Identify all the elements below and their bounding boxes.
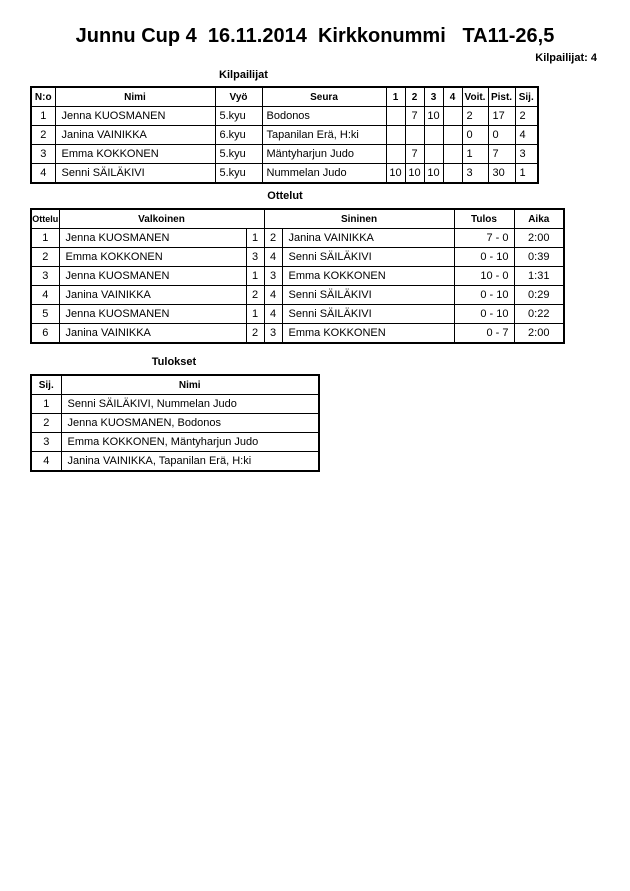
cell-name-club: Jenna KUOSMANEN, Bodonos (61, 414, 319, 433)
ottelut-row (31, 305, 564, 324)
col-header-valkoinen: Valkoinen (59, 209, 264, 229)
cell-blue-name: Senni SÄILÄKIVI (282, 305, 454, 324)
cell-score-1 (386, 126, 405, 145)
tulokset-row (31, 395, 319, 414)
cell-score-4 (443, 164, 462, 184)
kilpailijat-row (31, 107, 538, 126)
section-title-ottelut: Ottelut (267, 190, 303, 202)
cell-seura: Tapanilan Erä, H:ki (262, 126, 386, 145)
cell-name-club: Senni SÄILÄKIVI, Nummelan Judo (61, 395, 319, 414)
ottelut-row (31, 229, 564, 248)
cell-score-2 (405, 126, 424, 145)
cell-rank: 4 (31, 452, 61, 472)
section-title-kilpailijat: Kilpailijat (219, 69, 268, 81)
cell-no: 3 (31, 145, 55, 164)
cell-white-name: Emma KOKKONEN (59, 248, 246, 267)
cell-white-no: 1 (246, 305, 264, 324)
cell-white-name: Jenna KUOSMANEN (59, 267, 246, 286)
cell-nimi: Janina VAINIKKA (55, 126, 215, 145)
page-title: Junnu Cup 4 16.11.2014 Kirkkonummi TA11-26,5 (75, 25, 555, 47)
cell-blue-name: Emma KOKKONEN (282, 324, 454, 344)
cell-white-no: 3 (246, 248, 264, 267)
col-header-ottelu: Ottelu (31, 209, 59, 229)
kilpailijat-table (30, 86, 539, 184)
tulokset-header-row (31, 375, 319, 395)
cell-voit: 2 (462, 107, 488, 126)
kilpailijat-row (31, 164, 538, 184)
ottelut-row (31, 286, 564, 305)
cell-score-1: 10 (386, 164, 405, 184)
col-header-vyo: Vyö (215, 87, 262, 107)
cell-blue-no: 3 (264, 267, 282, 286)
col-header-r4: 4 (443, 87, 462, 107)
kilpailijat-row (31, 126, 538, 145)
tulokset-row (31, 452, 319, 472)
cell-vyo: 5.kyu (215, 164, 262, 184)
cell-white-name: Jenna KUOSMANEN (59, 305, 246, 324)
cell-pist: 17 (488, 107, 515, 126)
cell-white-no: 2 (246, 286, 264, 305)
cell-rank: 1 (31, 395, 61, 414)
cell-result: 10 - 0 (454, 267, 514, 286)
cell-voit: 3 (462, 164, 488, 184)
cell-score-1 (386, 107, 405, 126)
col-header-no: N:o (31, 87, 55, 107)
cell-score-4 (443, 107, 462, 126)
cell-result: 0 - 10 (454, 286, 514, 305)
col-header-aika: Aika (514, 209, 564, 229)
col-header-tulos: Tulos (454, 209, 514, 229)
ottelut-table (30, 208, 565, 344)
cell-name-club: Emma KOKKONEN, Mäntyharjun Judo (61, 433, 319, 452)
cell-sij: 2 (515, 107, 538, 126)
col-header-r1: 1 (386, 87, 405, 107)
cell-blue-name: Emma KOKKONEN (282, 267, 454, 286)
tulokset-table (30, 374, 320, 472)
col-header-sij: Sij. (31, 375, 61, 395)
cell-time: 0:39 (514, 248, 564, 267)
col-header-seura: Seura (262, 87, 386, 107)
kilpailijat-row (31, 145, 538, 164)
cell-match-no: 6 (31, 324, 59, 344)
cell-pist: 0 (488, 126, 515, 145)
cell-rank: 3 (31, 433, 61, 452)
cell-blue-no: 4 (264, 248, 282, 267)
col-header-r2: 2 (405, 87, 424, 107)
tulokset-row (31, 433, 319, 452)
cell-time: 2:00 (514, 324, 564, 344)
cell-score-4 (443, 126, 462, 145)
cell-vyo: 5.kyu (215, 145, 262, 164)
cell-white-name: Jenna KUOSMANEN (59, 229, 246, 248)
cell-result: 0 - 10 (454, 305, 514, 324)
cell-result: 7 - 0 (454, 229, 514, 248)
col-header-sininen: Sininen (264, 209, 454, 229)
section-title-tulokset: Tulokset (151, 356, 197, 368)
cell-white-name: Janina VAINIKKA (59, 324, 246, 344)
cell-white-no: 2 (246, 324, 264, 344)
cell-rank: 2 (31, 414, 61, 433)
ottelut-row (31, 267, 564, 286)
cell-vyo: 6.kyu (215, 126, 262, 145)
cell-time: 0:29 (514, 286, 564, 305)
cell-vyo: 5.kyu (215, 107, 262, 126)
cell-match-no: 1 (31, 229, 59, 248)
cell-match-no: 3 (31, 267, 59, 286)
cell-seura: Bodonos (262, 107, 386, 126)
col-header-nimi: Nimi (61, 375, 319, 395)
cell-white-no: 1 (246, 229, 264, 248)
cell-white-no: 1 (246, 267, 264, 286)
cell-nimi: Emma KOKKONEN (55, 145, 215, 164)
competitors-count-label: Kilpailijat: 4 (535, 52, 597, 64)
cell-score-3 (424, 145, 443, 164)
ottelut-row (31, 324, 564, 344)
cell-blue-no: 4 (264, 286, 282, 305)
cell-time: 0:22 (514, 305, 564, 324)
cell-score-3 (424, 126, 443, 145)
cell-match-no: 5 (31, 305, 59, 324)
cell-result: 0 - 7 (454, 324, 514, 344)
cell-pist: 30 (488, 164, 515, 184)
cell-nimi: Senni SÄILÄKIVI (55, 164, 215, 184)
cell-score-3: 10 (424, 164, 443, 184)
cell-blue-no: 3 (264, 324, 282, 344)
cell-time: 2:00 (514, 229, 564, 248)
col-header-pist: Pist. (488, 87, 515, 107)
cell-name-club: Janina VAINIKKA, Tapanilan Erä, H:ki (61, 452, 319, 472)
col-header-nimi: Nimi (55, 87, 215, 107)
cell-sij: 1 (515, 164, 538, 184)
cell-no: 1 (31, 107, 55, 126)
cell-seura: Nummelan Judo (262, 164, 386, 184)
cell-white-name: Janina VAINIKKA (59, 286, 246, 305)
cell-score-2: 10 (405, 164, 424, 184)
col-header-voit: Voit. (462, 87, 488, 107)
cell-voit: 1 (462, 145, 488, 164)
cell-no: 4 (31, 164, 55, 184)
cell-no: 2 (31, 126, 55, 145)
cell-score-2: 7 (405, 145, 424, 164)
cell-voit: 0 (462, 126, 488, 145)
col-header-sij: Sij. (515, 87, 538, 107)
tulokset-row (31, 414, 319, 433)
cell-score-2: 7 (405, 107, 424, 126)
cell-result: 0 - 10 (454, 248, 514, 267)
cell-nimi: Jenna KUOSMANEN (55, 107, 215, 126)
cell-score-1 (386, 145, 405, 164)
cell-blue-no: 4 (264, 305, 282, 324)
cell-blue-name: Janina VAINIKKA (282, 229, 454, 248)
cell-blue-name: Senni SÄILÄKIVI (282, 248, 454, 267)
cell-seura: Mäntyharjun Judo (262, 145, 386, 164)
ottelut-row (31, 248, 564, 267)
cell-score-4 (443, 145, 462, 164)
ottelut-header-row (31, 209, 564, 229)
cell-blue-no: 2 (264, 229, 282, 248)
cell-sij: 3 (515, 145, 538, 164)
cell-blue-name: Senni SÄILÄKIVI (282, 286, 454, 305)
col-header-r3: 3 (424, 87, 443, 107)
cell-pist: 7 (488, 145, 515, 164)
cell-sij: 4 (515, 126, 538, 145)
cell-match-no: 2 (31, 248, 59, 267)
cell-time: 1:31 (514, 267, 564, 286)
kilpailijat-header-row (31, 87, 538, 107)
cell-match-no: 4 (31, 286, 59, 305)
cell-score-3: 10 (424, 107, 443, 126)
